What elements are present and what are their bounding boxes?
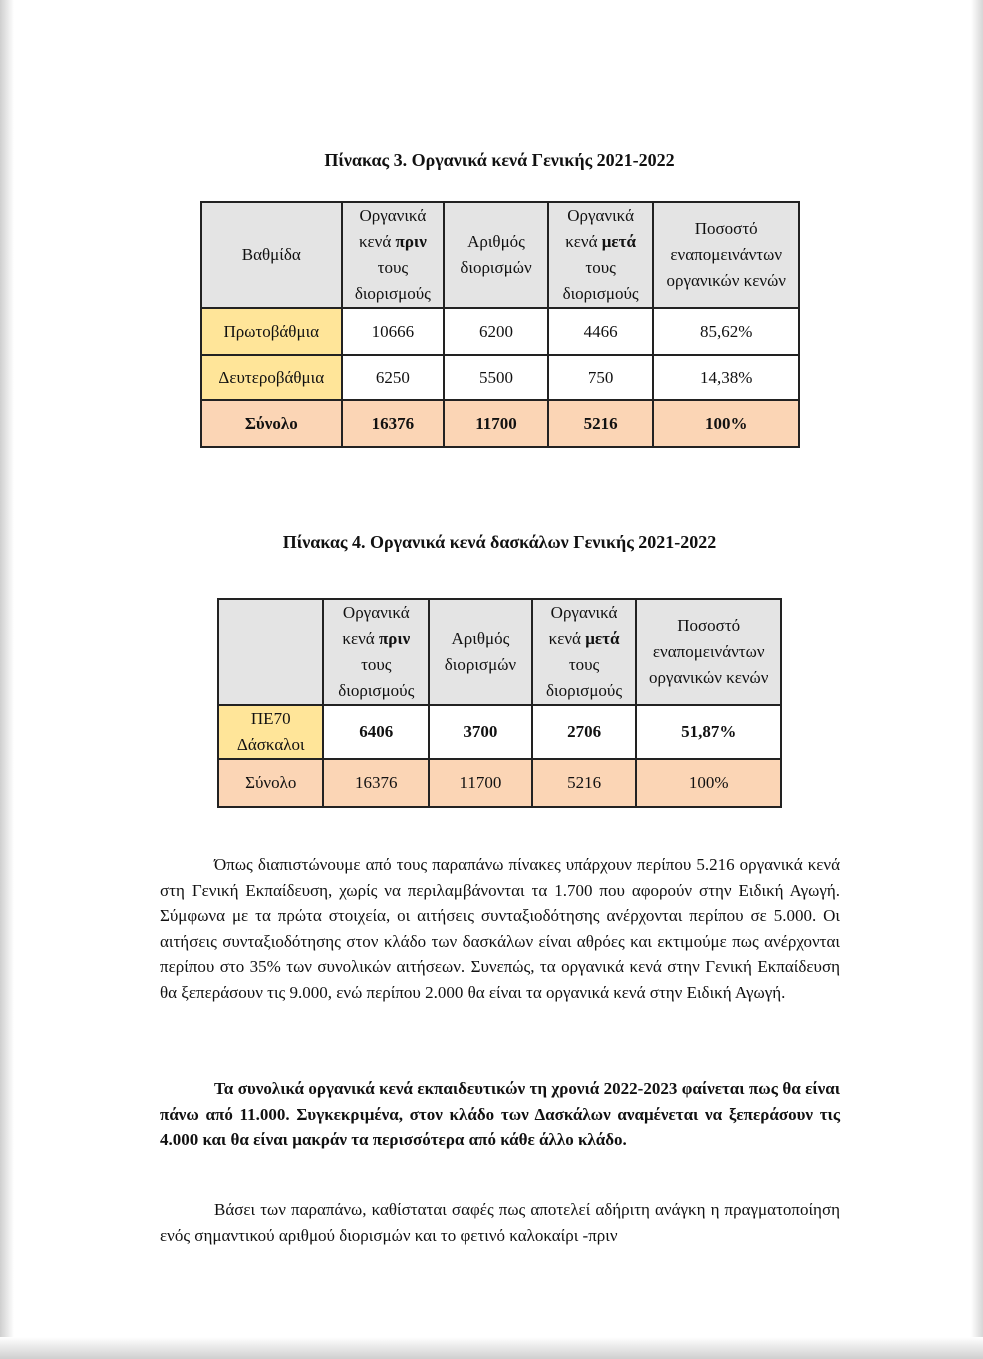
table4-header-appointments: Αριθμός διορισμών	[429, 599, 532, 705]
table3	[200, 201, 800, 448]
table4-header-row	[218, 599, 781, 705]
page-shadow-right	[971, 0, 983, 1359]
table3-header-level: Βαθμίδα	[201, 202, 342, 308]
table3-caption: Πίνακας 3. Οργανικά κενά Γενικής 2021-2022	[324, 150, 675, 170]
table4-header-empty	[218, 599, 323, 705]
paragraph-1: Όπως διαπιστώνουμε από τους παραπάνω πίνακες υπάρχουν περίπου 5.216 οργανικά κενά στη Γενική Εκπαίδευση, χωρίς να περιλαμβάνονται τα 1.700 που αφορούν στην Ειδική Αγωγή. Σύμφωνα με τα πρώτα στοιχεία, οι αιτήσεις συνταξιοδότησης ανέρχονται περίπου σε 5.000. Οι αιτήσεις συνταξιοδότησης στον κλάδο των δασκάλων είναι αθρόες και εκτιμούμε πως ανέρχονται περίπου στο 35% των συνολικών αιτήσεων. Συνεπώς, τα οργανικά κενά στην Γενική Εκπαίδευση θα ξεπεράσουν τις 9.000, ενώ περίπου 2.000 θα είναι τα οργανικά κενά στην Ειδική Αγωγή.	[160, 855, 840, 1002]
row-level: Πρωτοβάθμια	[201, 308, 342, 355]
cell-percent: 14,38%	[653, 355, 799, 400]
table-row	[218, 705, 781, 759]
cell-after: 4466	[548, 308, 654, 355]
cell-before: 6406	[323, 705, 429, 759]
table4-total-row	[218, 759, 781, 807]
table3-header-appointments: Αριθμός διορισμών	[444, 202, 548, 308]
row-level: Δευτεροβάθμια	[201, 355, 342, 400]
cell-before: 16376	[342, 400, 445, 447]
table4-header-before: Οργανικά κενά πριν τους διορισμούς	[323, 599, 429, 705]
cell-after: 750	[548, 355, 654, 400]
cell-appointments: 11700	[444, 400, 548, 447]
paragraph-3: Βάσει των παραπάνω, καθίσταται σαφές πως αποτελεί αδήριτη ανάγκη η πραγματοποίηση ενός σημαντικού αριθμού διορισμών και το φετινό καλοκαίρι -πριν	[160, 1200, 840, 1245]
cell-appointments: 6200	[444, 308, 548, 355]
cell-percent: 51,87%	[636, 705, 781, 759]
table3-header-percent: Ποσοστό εναπομεινάντων οργανικών κενών	[653, 202, 799, 308]
table-row	[201, 308, 799, 355]
row-level: Σύνολο	[218, 759, 323, 807]
paragraph-2-bold: Τα συνολικά οργανικά κενά εκπαιδευτικών τη χρονιά 2022-2023 φαίνεται πως θα είναι πάνω από 11.000. Συγκεκριμένα, στον κλάδο των Δασκάλων αναμένεται να ξεπεράσουν τις 4.000 και θα είναι μακράν τα περισσότερα από κάθε άλλο κλάδο.	[160, 1079, 840, 1150]
cell-percent: 100%	[636, 759, 781, 807]
cell-before: 16376	[323, 759, 429, 807]
table3-header-row	[201, 202, 799, 308]
table4-header-after: Οργανικά κενά μετά τους διορισμούς	[532, 599, 637, 705]
table3-header-before: Οργανικά κενά πριν τους διορισμούς	[342, 202, 445, 308]
cell-before: 10666	[342, 308, 445, 355]
table4-header-percent: Ποσοστό εναπομεινάντων οργανικών κενών	[636, 599, 781, 705]
table3-header-after: Οργανικά κενά μετά τους διορισμούς	[548, 202, 654, 308]
row-level: ΠΕ70 Δάσκαλοι	[218, 705, 323, 759]
cell-after: 2706	[532, 705, 637, 759]
row-level: Σύνολο	[201, 400, 342, 447]
table3-total-row	[201, 400, 799, 447]
cell-before: 6250	[342, 355, 445, 400]
cell-percent: 85,62%	[653, 308, 799, 355]
cell-appointments: 3700	[429, 705, 532, 759]
cell-appointments: 11700	[429, 759, 532, 807]
cell-after: 5216	[548, 400, 654, 447]
cell-appointments: 5500	[444, 355, 548, 400]
cell-percent: 100%	[653, 400, 799, 447]
table-row	[201, 355, 799, 400]
table4	[217, 598, 782, 808]
cell-after: 5216	[532, 759, 637, 807]
page-shadow-left	[0, 0, 14, 1359]
page-shadow-bottom	[0, 1337, 983, 1359]
table4-caption: Πίνακας 4. Οργανικά κενά δασκάλων Γενικής 2021-2022	[282, 532, 717, 552]
